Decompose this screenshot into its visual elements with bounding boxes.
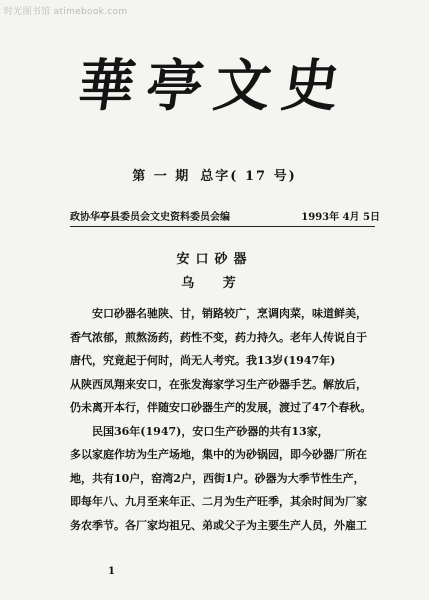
body-line: 安口砂器名驰陕、甘，销路较广，烹调肉菜，味道鲜美， (92, 307, 367, 320)
total-issue-number: 总字( 17 号) (200, 169, 297, 184)
body-line: 从陕西凤翔来安口，在张发海家学习生产砂器手艺。解放后， (70, 377, 367, 391)
article-body (70, 302, 386, 537)
site-watermark: 时光图书馆 atimebook.com (4, 7, 128, 17)
body-line: 唐代，究竟起于何时，尚无人考究。我13岁(1947年) (70, 354, 336, 367)
body-line: 民国36年(1947)，安口生产砂器的共有13家， (92, 424, 329, 438)
masthead-title: 華亭文史 (73, 53, 356, 119)
publication-info (70, 208, 380, 223)
header-divider (70, 226, 375, 227)
body-line: 即每年八、九月至来年正、二月为生产旺季，其余时间为厂家 (70, 495, 367, 508)
article-title: 安口砂器 (176, 252, 253, 267)
body-line: 仍未离开本行，伴随安口砂器生产的发展，渡过了47个春秋。 (70, 401, 372, 414)
publication-date: 1993年 4月 5日 (301, 212, 380, 223)
page-number: 1 (108, 566, 115, 577)
article-author: 乌 芳 (181, 276, 248, 291)
body-line: 地，共有10户，窑湾2户，西街1户。砂器为大季节性生产， (70, 471, 365, 485)
issue-number: 第 一 期 (132, 169, 191, 184)
body-line: 务农季节。各厂家均祖兄、弟或父子为主要生产人员，外雇工 (70, 518, 367, 532)
issue-line (0, 165, 429, 184)
editor-line: 政协华亭县委员会文史资料委员会编 (70, 212, 230, 223)
body-line: 多以家庭作坊为生产场地，集中的为砂锅园，即今砂器厂所在 (70, 448, 367, 461)
body-line: 香气浓郁，煎熬汤药，药性不变，药力持久。老年人传说自于 (70, 330, 367, 344)
